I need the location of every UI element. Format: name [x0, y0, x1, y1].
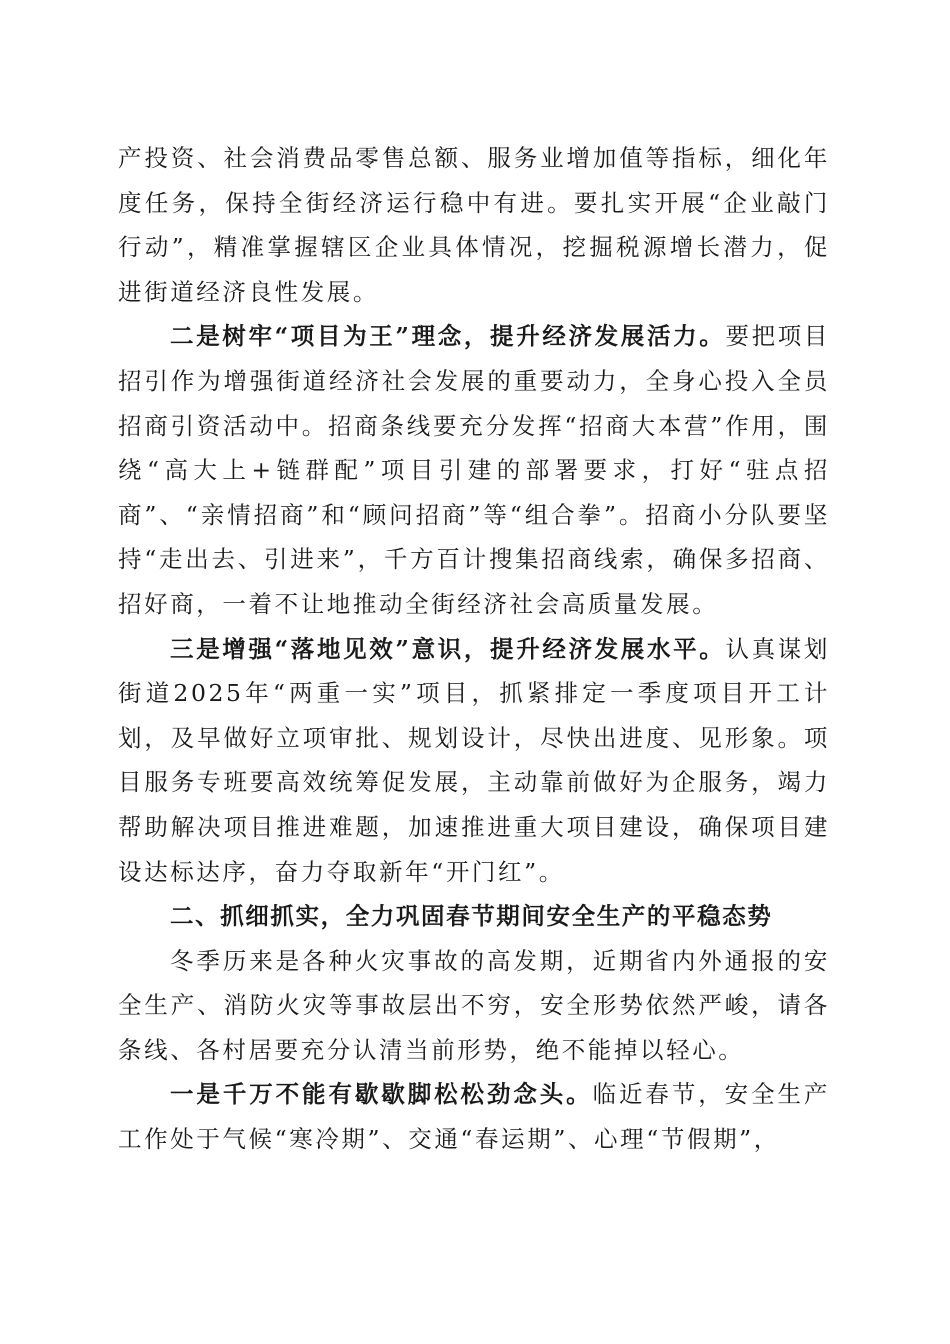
paragraph-winter-fire	[118, 939, 830, 1073]
paragraph-text: 要把项目招引作为增强街道经济社会发展的重要动力，全身心投入全员招商引资活动中。招商条线要充分发挥“招商大本营”作用，围绕“高大上+链群配”项目引建的部署要求，打好“驻点招商”、“亲情招商”和“顾问招商”等“组合拳”。招商小分队要坚持“走出去、引进来”，千方百计搜集招商线索，确保多招商、招好商，一着不让地推动全街经济社会高质量发展。	[118, 322, 831, 618]
paragraph-text: 冬季历来是各种火灾事故的高发期，近期省内外通报的安全生产、消防火灾等事故层出不穷，安全形势依然严峻，请各条线、各村居要充分认清当前形势，绝不能掉以轻心。	[118, 946, 830, 1064]
paragraph-lead: 二是树牢“项目为王”理念，提升经济发展活力。	[170, 322, 726, 351]
paragraph-economic-indicators	[118, 136, 830, 314]
paragraph-text: 产投资、社会消费品零售总额、服务业增加值等指标，细化年度任务，保持全街经济运行稳中有进。要扎实开展“企业敲门行动”，精准掌握辖区企业具体情况，挖掘税源增长潜力，促进街道经济良性发展。	[118, 144, 830, 306]
paragraph-text: 临近春节，安全生产工作处于气候“寒冷期”、交通“春运期”、心理“节假期”，	[118, 1080, 830, 1154]
paragraph-text: 认真谋划街道2025年“两重一实”项目，抓紧排定一季度项目开工计划，及早做好立项审批、规划设计，尽快出进度、见形象。项目服务专班要高效统筹促发展，主动靠前做好为企服务，竭力帮助解决项目推进难题，加速推进重大项目建设，确保项目建设达标达序，奋力夺取新年“开门红”。	[118, 634, 831, 886]
paragraph-project-king	[118, 314, 830, 626]
paragraph-lead: 一是千万不能有歇歇脚松松劲念头。	[170, 1080, 593, 1109]
paragraph-landing-effect	[118, 627, 830, 895]
section-heading-safety: 二、抓细抓实，全力巩固春节期间安全生产的平稳态势	[170, 902, 773, 931]
paragraph-no-relax	[118, 1072, 830, 1161]
document-body	[118, 136, 830, 1162]
paragraph-lead: 三是增强“落地见效”意识，提升经济发展水平。	[170, 634, 726, 663]
